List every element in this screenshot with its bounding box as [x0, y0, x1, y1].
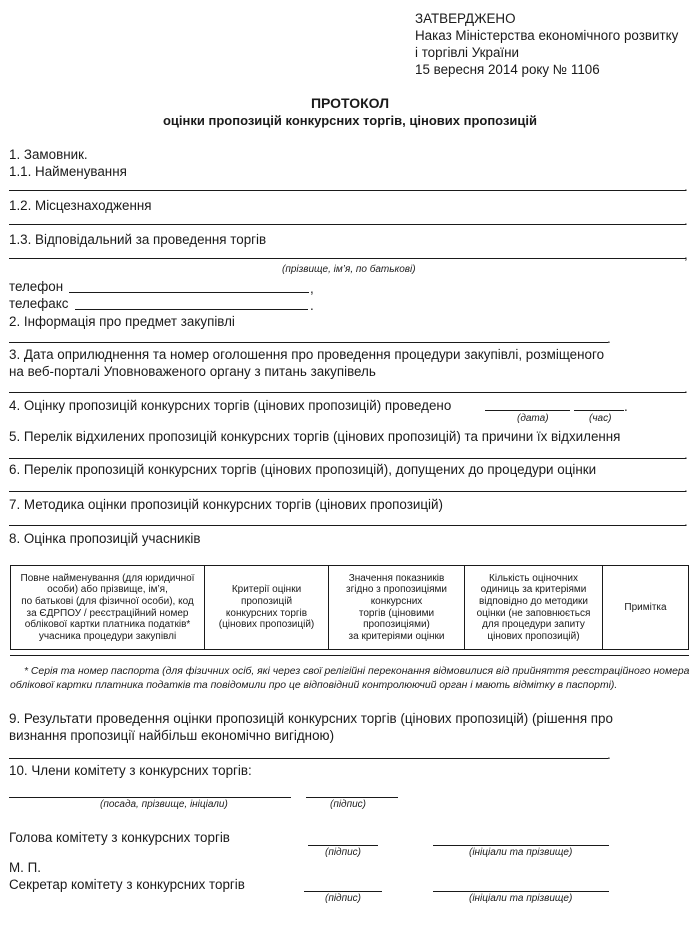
admitted-line[interactable]: [9, 491, 686, 492]
stamp-label: М. П.: [9, 860, 41, 875]
dot: .: [310, 298, 314, 313]
dot: .: [684, 179, 688, 194]
results-line[interactable]: [9, 758, 608, 759]
section-1-1-label: 1.1. Найменування: [9, 164, 127, 179]
time-caption: (час): [589, 413, 612, 424]
section-5-label: 5. Перелік відхилених пропозицій конкурсних торгів (цінових пропозицій) та причини їх відхилення: [9, 429, 621, 444]
section-1-2-label: 1.2. Місцезнаходження: [9, 198, 152, 213]
document-subtitle: оцінки пропозицій конкурсних торгів, цінових пропозицій: [162, 113, 538, 128]
approval-block: [415, 10, 678, 78]
fax-line[interactable]: [75, 309, 308, 310]
location-line[interactable]: [9, 224, 686, 225]
member-signature-line[interactable]: [306, 797, 398, 798]
secretary-signature-line[interactable]: [304, 891, 382, 892]
section-9-line-1: 9. Результати проведення оцінки пропозицій конкурсних торгів (цінових пропозицій) (рішення про: [9, 711, 613, 726]
dot: .: [684, 447, 688, 462]
footnote-separator: [10, 655, 689, 656]
footnote-line-1: * Серія та номер паспорта (для фізичних осіб, які через свої релігійні переконання відмовилися від прийняття реєстраційного номера: [24, 666, 690, 677]
document-title: ПРОТОКОЛ: [310, 95, 390, 111]
section-1-label: 1. Замовник.: [9, 147, 88, 162]
section-2-label: 2. Інформація про предмет закупівлі: [9, 314, 235, 329]
secretary-sign-caption: (підпис): [325, 893, 361, 904]
section-3-line-1: 3. Дата оприлюднення та номер оголошення про проведення процедури закупівлі, розміщеного: [9, 347, 605, 362]
date-caption: (дата): [517, 413, 549, 424]
member-position-line[interactable]: [9, 797, 291, 798]
announcement-line[interactable]: [9, 392, 686, 393]
secretary-initials-caption: (ініціали та прізвище): [469, 893, 573, 904]
phone-line[interactable]: [69, 292, 309, 293]
approval-line-1: Наказ Міністерства економічного розвитку: [415, 28, 679, 43]
approval-line-2: і торгівлі України: [415, 45, 519, 60]
head-initials-caption: (ініціали та прізвище): [469, 847, 573, 858]
approval-heading: ЗАТВЕРДЖЕНО: [415, 11, 516, 26]
secretary-name-line[interactable]: [433, 891, 609, 892]
dot: .: [624, 399, 628, 414]
dot: .: [684, 381, 688, 396]
section-8-label: 8. Оцінка пропозицій учасників: [9, 531, 201, 546]
head-sign-caption: (підпис): [325, 847, 361, 858]
customer-name-line[interactable]: [9, 190, 686, 191]
dot: ,: [310, 281, 314, 296]
table-header-note: Примітка: [603, 566, 689, 650]
section-3-line-2: на веб-порталі Уповноваженого органу з питань закупівель: [9, 364, 376, 379]
section-6-label: 6. Перелік пропозицій конкурсних торгів (цінових пропозицій), допущених до процедури оцінки: [9, 462, 597, 477]
secretary-label: Секретар комітету з конкурсних торгів: [9, 877, 245, 892]
dot: .: [684, 514, 688, 529]
dot: .: [607, 747, 611, 762]
section-9-line-2: визнання пропозиції найбільш економічно вигідною): [9, 728, 335, 743]
date-line[interactable]: [485, 410, 570, 411]
rejected-line[interactable]: [9, 458, 686, 459]
section-1-3-label: 1.3. Відповідальний за проведення торгів: [9, 232, 267, 247]
evaluation-table: [10, 565, 689, 650]
head-name-line[interactable]: [433, 845, 609, 846]
footnote-line-2: облікової картки платника податків та повідомили про це відповідний контролюючий орган і мають відмітку в паспорті).: [10, 680, 618, 691]
table-header-participant: Повне найменування (для юридичної особи) або прізвище, ім’я, по батькові (для фізичної особи), код за ЄДРПОУ / реєстраційний номер облікової картки платника податків* учасника процедури закупівлі: [11, 566, 205, 650]
methodology-line[interactable]: [9, 525, 686, 526]
head-signature-line[interactable]: [308, 845, 378, 846]
dot: .: [684, 480, 688, 495]
time-line[interactable]: [574, 410, 624, 411]
dot: .: [607, 331, 611, 346]
dot: .: [684, 213, 688, 228]
subject-line[interactable]: [9, 342, 608, 343]
table-header-values: Значення показників згідно з пропозиціями конкурсних торгів (ціновими пропозиціями) за критеріями оцінки: [329, 566, 465, 650]
section-7-label: 7. Методика оцінки пропозицій конкурсних торгів (цінових пропозицій): [9, 497, 443, 512]
member-caption: (посада, прізвище, ініціали): [100, 799, 228, 810]
section-4-label: 4. Оцінку пропозицій конкурсних торгів (цінових пропозицій) проведено: [9, 398, 452, 413]
table-header-criteria: Критерії оцінки пропозицій конкурсних торгів (цінових пропозицій): [205, 566, 329, 650]
dot: ,: [684, 247, 688, 262]
section-10-label: 10. Члени комітету з конкурсних торгів:: [9, 763, 252, 778]
responsible-caption: (прізвище, ім’я, по батькові): [282, 264, 416, 275]
approval-line-3: 15 вересня 2014 року № 1106: [415, 62, 600, 77]
phone-label: телефон: [9, 279, 64, 294]
table-header-units: Кількість оціночних одиниць за критеріями відповідно до методики оцінки (не заповнюється для процедури запиту цінових пропозицій): [465, 566, 603, 650]
responsible-line[interactable]: [9, 258, 686, 259]
fax-label: телефакс: [9, 296, 69, 311]
member-sign-caption: (підпис): [330, 799, 366, 810]
table-header-row: [11, 566, 689, 650]
head-label: Голова комітету з конкурсних торгів: [9, 830, 230, 845]
